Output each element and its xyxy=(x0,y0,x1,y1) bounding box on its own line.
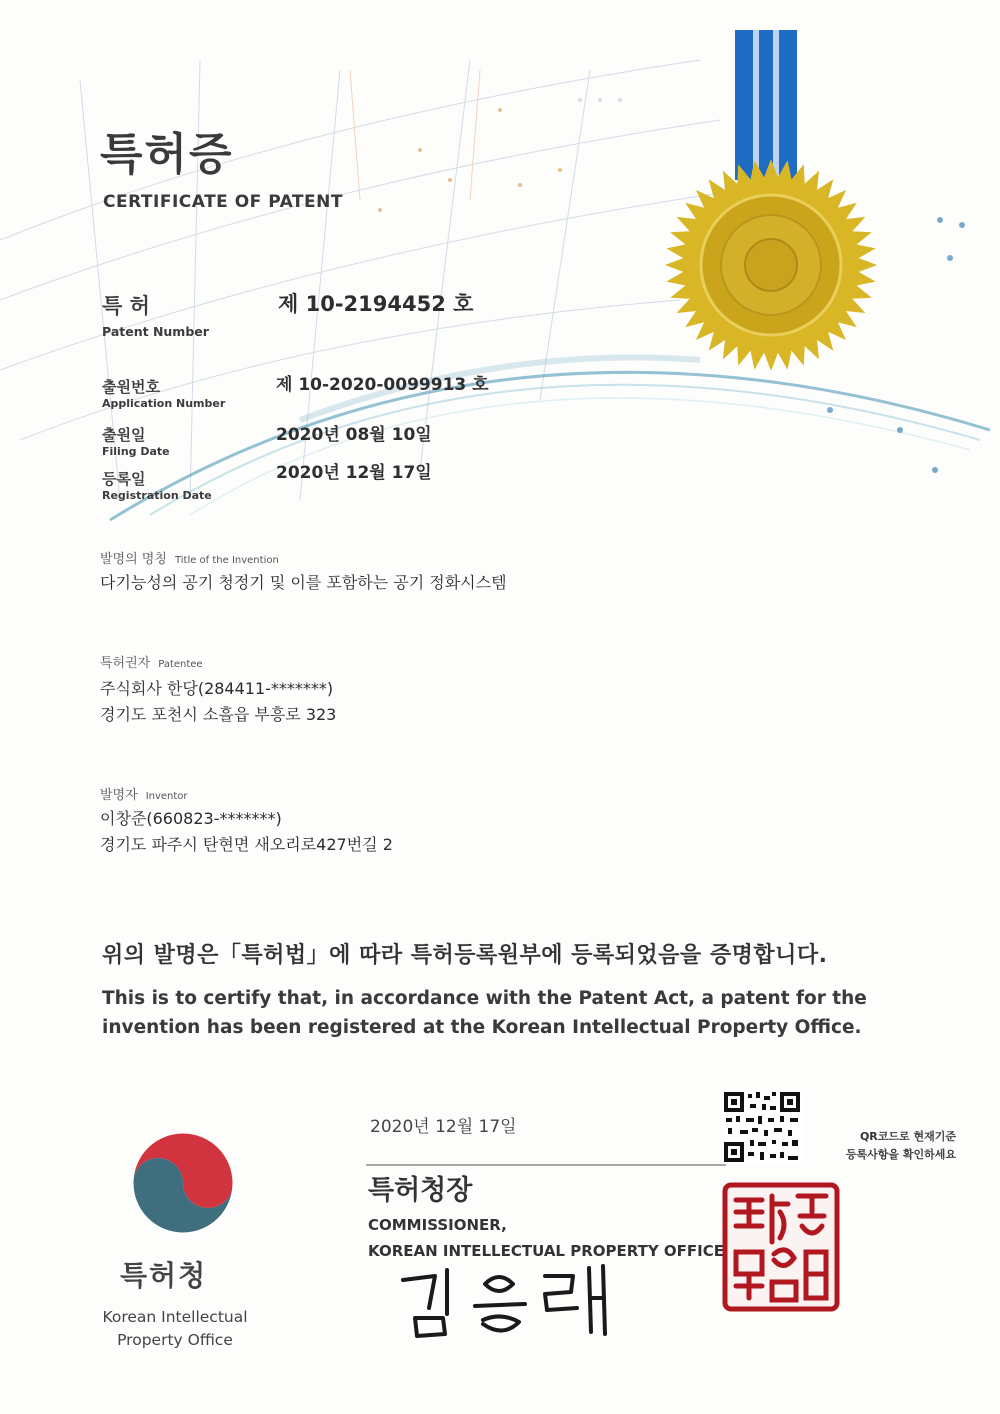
registration-date-value: 2020년 12월 17일 xyxy=(276,463,432,483)
filing-date-label: 출원일 Filing Date xyxy=(102,426,170,458)
invention-title: 다기능성의 공기 청정기 및 이를 포함하는 공기 정화시스템 xyxy=(100,573,507,592)
invention-label: 발명의 명칭 Title of the Invention xyxy=(100,552,279,567)
official-stamp-icon xyxy=(722,1182,840,1312)
certificate-title: 특허증 xyxy=(100,129,234,180)
patentee-name: 주식회사 한당(284411-*******) xyxy=(100,679,334,698)
patent-number-value: 제 10-2194452 호 xyxy=(278,292,474,316)
registration-date-label: 등록일 Registration Date xyxy=(102,470,212,502)
inventor-name: 이창준(660823-*******) xyxy=(100,809,282,828)
commissioner-title-korean: 특허청장 xyxy=(368,1175,473,1206)
patent-number-label: 특 허 Patent Number xyxy=(102,294,209,339)
certificate-title-english: CERTIFICATE OF PATENT xyxy=(103,192,343,212)
inventor-address: 경기도 파주시 탄현면 새오리로427번길 2 xyxy=(100,835,393,854)
application-number-value: 제 10-2020-0099913 호 xyxy=(276,375,489,395)
inventor-label: 발명자 Inventor xyxy=(100,788,188,803)
kipo-name-english: Korean Intellectual Property Office xyxy=(102,1308,248,1349)
commissioner-title-english: COMMISSIONER, KOREAN INTELLECTUAL PROPERTY OFFICE xyxy=(368,1216,725,1260)
certification-statement-korean: 위의 발명은「특허법」에 따라 특허등록원부에 등록되었음을 증명합니다. xyxy=(102,943,828,968)
issue-date: 2020년 12월 17일 xyxy=(370,1117,517,1137)
application-number-label: 출원번호 Application Number xyxy=(102,378,226,410)
signature-icon xyxy=(395,1262,615,1342)
patentee-label: 특허권자 Patentee xyxy=(100,656,203,671)
gold-seal-icon xyxy=(640,30,920,370)
certification-statement-english: This is to certify that, in accordance with the Patent Act, a patent for the invention has been registered at the Korean Intellectual Property Office. xyxy=(102,988,867,1038)
kipo-emblem-icon xyxy=(118,1118,248,1248)
qr-instruction: QR코드로 현재기준 등록사항을 확인하세요 xyxy=(845,1130,956,1161)
signature-underline xyxy=(366,1162,726,1168)
kipo-name-korean: 특허청 xyxy=(120,1259,208,1292)
filing-date-value: 2020년 08월 10일 xyxy=(276,425,432,445)
qr-code-icon xyxy=(722,1090,802,1164)
patentee-address: 경기도 포천시 소흘읍 부흥로 323 xyxy=(100,705,337,724)
